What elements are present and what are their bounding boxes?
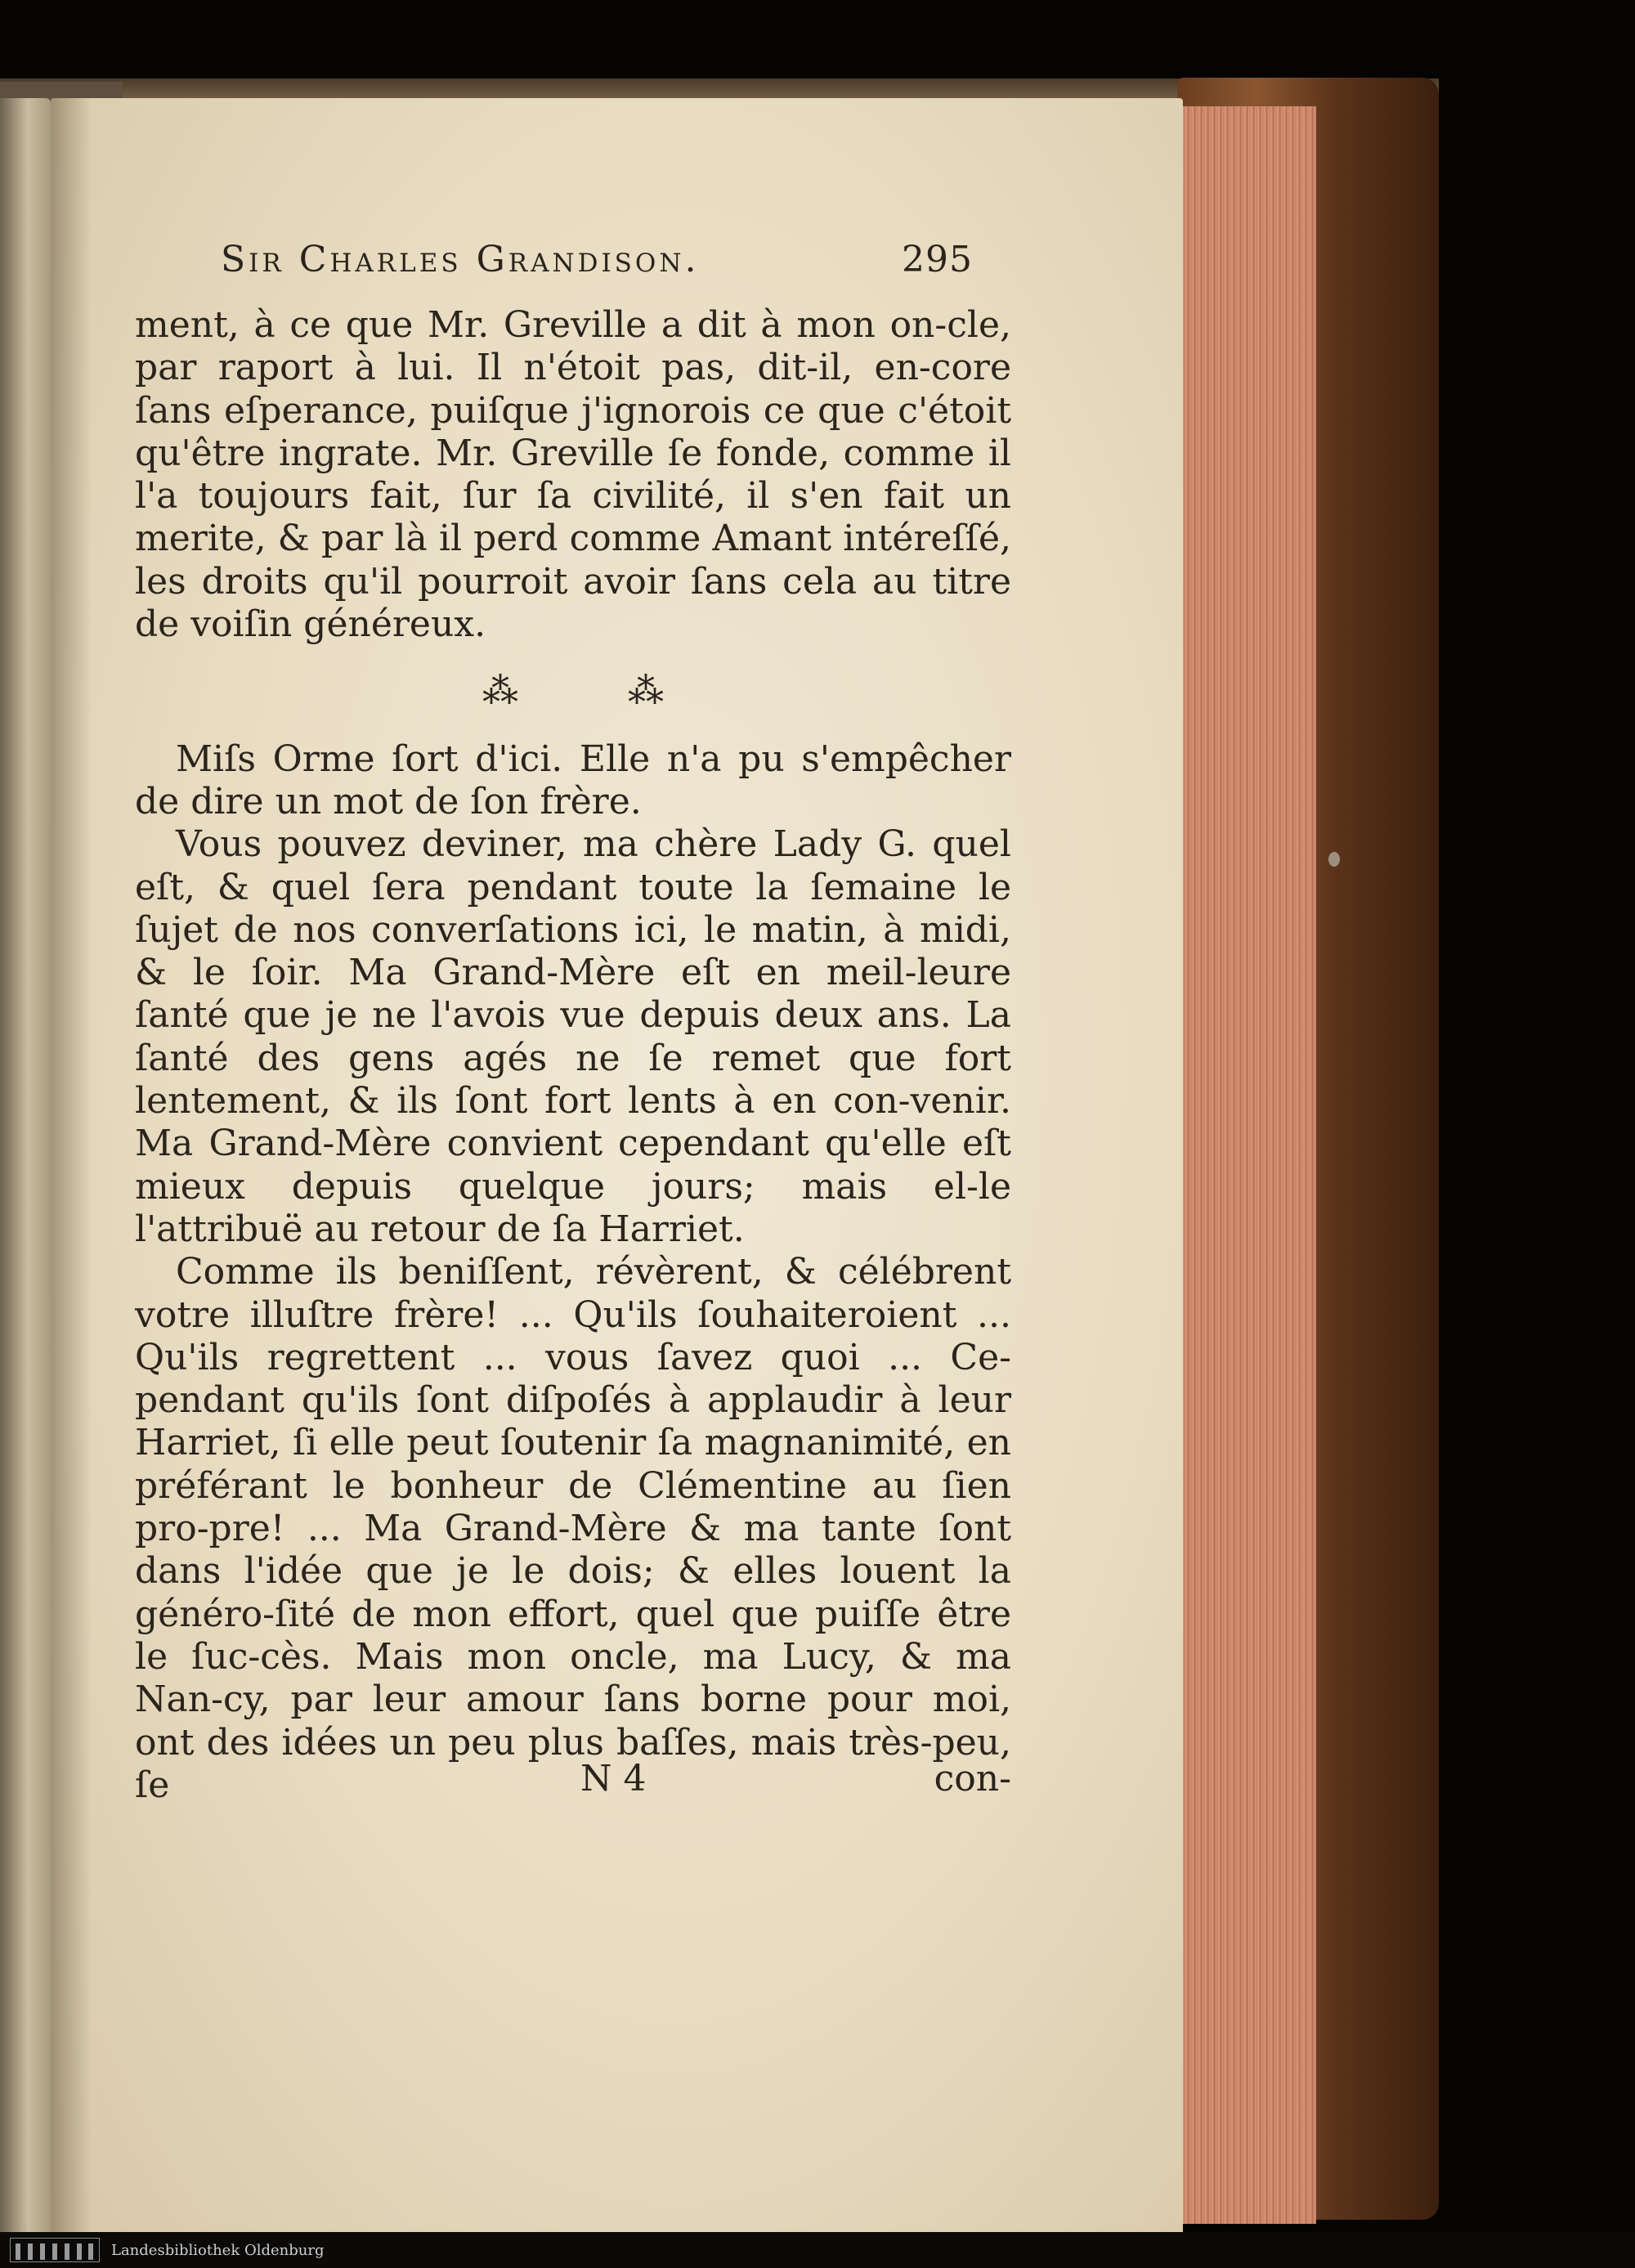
page-gutter <box>51 98 92 2236</box>
page-body <box>135 304 1011 1807</box>
pin-mark <box>1328 852 1340 867</box>
paragraph-4: Comme ils beniſſent, révèrent, & célébrent votre illuſtre frère! ... Qu'ils ſouhaiteroient ... Qu'ils regrettent ... vous ſavez quoi ... Ce-pendant qu'ils ſont diſpoſés à applaudir à leur Harriet, ſi elle peut ſoutenir ſa magnanimité, en préférant le bonheur de Clémentine au ſien pro-pre! ... Ma Grand-Mère & ma tante ſont dans l'idée que je le dois; & elles louent la généro-ſité de mon effort, quel que puiſſe être le ſuc-cès. Mais mon oncle, ma Lucy, & ma Nan-cy, par leur amour ſans borne pour moi, ont des idées un peu plus baſſes, mais très-peu, ſe <box>135 1251 1011 1806</box>
paragraph-1: ment, à ce que Mr. Greville a dit à mon on-cle, par raport à lui. Il n'étoit pas, dit-il, en-core ſans eſperance, puiſque j'ignorois ce que c'étoit qu'être ingrate. Mr. Greville ſe fonde, comme il l'a toujours fait, ſur ſa civilité, il s'en fait un merite, & par là il perd comme Amant intéreſſé, les droits qu'il pourroit avoir ſans cela au titre de voiſin généreux. <box>135 304 1011 646</box>
left-page-edge <box>0 98 51 2240</box>
signature-mark: N 4 <box>580 1758 647 1800</box>
page-number: 295 <box>902 239 973 280</box>
footer-bar <box>0 2232 1635 2268</box>
paragraph-2: Miſs Orme ſort d'ici. Elle n'a pu s'empêcher de dire un mot de ſon frère. <box>135 737 1011 822</box>
paragraph-3: Vous pouvez deviner, ma chère Lady G. quel eſt, & quel ſera pendant toute la ſemaine le ſujet de nos converſations ici, le matin, à midi, & le ſoir. Ma Grand-Mère eſt en meil-leure ſanté que je ne l'avois vue depuis deux ans. La ſanté des gens agés ne ſe remet que fort lentement, & ils ſont fort lents à en con-venir. Ma Grand-Mère convient cependant qu'elle eſt mieux depuis quelque jours; mais el-le l'attribuë au retour de ſa Harriet. <box>135 823 1011 1250</box>
section-separator: ⁂ ⁂ <box>482 670 713 713</box>
library-logo-icon <box>10 2238 100 2262</box>
running-title: Sir Charles Grandison. <box>221 239 700 280</box>
running-header <box>221 239 973 280</box>
library-name: Landesbibliothek Oldenburg <box>111 2241 325 2259</box>
catchword: con- <box>934 1758 1011 1800</box>
page-edges <box>1177 106 1316 2224</box>
